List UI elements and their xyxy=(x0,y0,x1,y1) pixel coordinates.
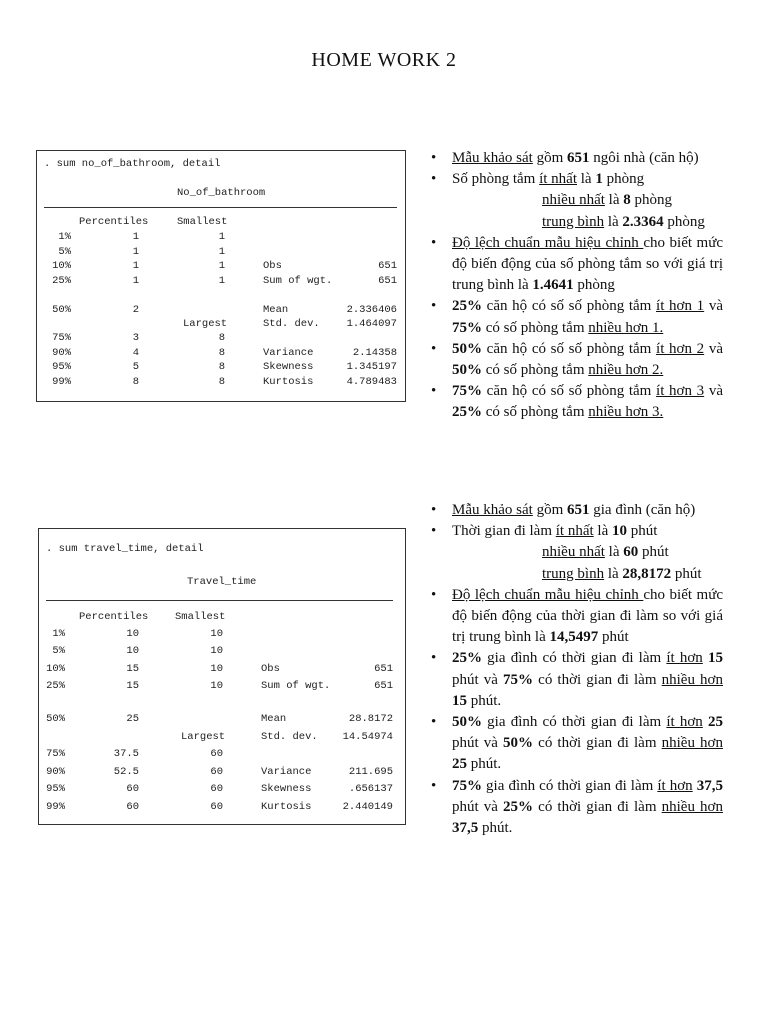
stat-value: 211.695 xyxy=(348,766,393,778)
extreme-value: 8 xyxy=(218,361,225,373)
extreme-value: 10 xyxy=(210,680,223,692)
percentile-value: 1 xyxy=(132,260,139,272)
stat-label: Std. dev. xyxy=(263,318,320,330)
percentile-label: 75% xyxy=(52,332,71,344)
percentile-label: 10% xyxy=(46,663,65,675)
variable-name: No_of_bathroom xyxy=(177,187,266,199)
percentile-label: 25% xyxy=(46,680,65,692)
stat-value: 2.440149 xyxy=(342,801,393,813)
extreme-value: 1 xyxy=(218,231,225,243)
extreme-value: 1 xyxy=(218,260,225,272)
stata-command: . sum travel_time, detail xyxy=(46,543,204,555)
percentile-label: 90% xyxy=(46,766,65,778)
stat-label: Skewness xyxy=(263,361,314,373)
stat-row xyxy=(37,245,405,259)
stat-row xyxy=(37,375,405,389)
stat-row xyxy=(37,360,405,374)
stat-row xyxy=(37,259,405,273)
stat-row xyxy=(39,782,405,796)
stat-label: Variance xyxy=(263,347,314,359)
note-p50: • 50% căn hộ có số số phòng tắm ít hơn 2 và 50% có số phòng tắm nhiều hơn 2. xyxy=(429,339,723,381)
page-title: HOME WORK 2 xyxy=(311,49,457,71)
percentile-value: 10 xyxy=(126,628,139,640)
percentile-value: 15 xyxy=(126,663,139,675)
percentile-label: 95% xyxy=(46,783,65,795)
stat-row xyxy=(39,712,405,726)
stat-row xyxy=(37,274,405,288)
stata-output-bathroom xyxy=(36,150,406,402)
stat-label: Kurtosis xyxy=(261,801,312,813)
note-p25: • 25% gia đình có thời gian đi làm ít hơn 15 phút và 75% có thời gian đi làm nhiều hơn 15 phút. xyxy=(429,648,723,712)
percentile-value: 37.5 xyxy=(113,748,139,760)
stat-row xyxy=(39,644,405,658)
percentile-label: 99% xyxy=(52,376,71,388)
stat-row xyxy=(39,627,405,641)
percentile-value: 10 xyxy=(126,645,139,657)
percentile-value: 60 xyxy=(126,783,139,795)
stat-label: Mean xyxy=(263,304,289,316)
notes-travel-time xyxy=(429,500,723,839)
note-sample: • Mẫu khảo sát gồm 651 ngôi nhà (căn hộ) xyxy=(429,148,723,169)
note-p50: • 50% gia đình có thời gian đi làm ít hơn 25 phút và 50% có thời gian đi làm nhiều hơn 25 phút. xyxy=(429,712,723,776)
header-percentiles: Percentiles xyxy=(79,611,149,623)
header-largest: Largest xyxy=(183,318,228,330)
extreme-value: 1 xyxy=(218,275,225,287)
stat-label: Variance xyxy=(261,766,312,778)
note-sample: • Mẫu khảo sát gồm 651 gia đình (căn hộ) xyxy=(429,500,723,521)
percentile-value: 4 xyxy=(132,347,139,359)
stat-label: Skewness xyxy=(261,783,312,795)
stat-label: Std. dev. xyxy=(261,731,318,743)
variable-name: Travel_time xyxy=(187,576,257,588)
stat-value: 651 xyxy=(374,663,393,675)
stata-command: . sum no_of_bathroom, detail xyxy=(44,158,221,170)
note-std-dev: • Độ lệch chuẩn mẫu hiệu chỉnh cho biết mức độ biến động của thời gian đi làm so với giá trị trung bình là 14,5497 phút xyxy=(429,585,723,649)
stata-output-travel-time xyxy=(38,528,406,825)
note-p25: • 25% căn hộ có số số phòng tắm ít hơn 1 và 75% có số phòng tắm nhiều hơn 1. xyxy=(429,296,723,338)
header-largest: Largest xyxy=(181,731,226,743)
extreme-value: 10 xyxy=(210,663,223,675)
stat-row xyxy=(37,346,405,360)
stat-value: 1.464097 xyxy=(346,318,397,330)
stat-value: 2.336406 xyxy=(346,304,397,316)
stat-value: 651 xyxy=(378,260,397,272)
percentile-value: 1 xyxy=(132,246,139,258)
stat-label: Sum of wgt. xyxy=(261,680,331,692)
stat-value: 651 xyxy=(374,680,393,692)
note-min: • Số phòng tắm ít nhất là 1 phòng nhiều nhất là 8 phòng trung bình là 2.3364 phòng xyxy=(429,169,723,233)
stat-value: 651 xyxy=(378,275,397,287)
percentile-label: 25% xyxy=(52,275,71,287)
percentile-label: 10% xyxy=(52,260,71,272)
percentile-label: 1% xyxy=(52,628,65,640)
extreme-value: 1 xyxy=(218,246,225,258)
percentile-value: 2 xyxy=(132,304,139,316)
percentile-label: 75% xyxy=(46,748,65,760)
stat-row xyxy=(39,765,405,779)
stat-row xyxy=(37,331,405,345)
stat-row xyxy=(37,230,405,244)
notes-bathroom xyxy=(429,148,723,424)
stat-label: Kurtosis xyxy=(263,376,314,388)
divider xyxy=(44,207,397,208)
note-p75: • 75% gia đình có thời gian đi làm ít hơn 37,5 phút và 25% có thời gian đi làm nhiều hơn 37,5 phút. xyxy=(429,776,723,840)
note-std-dev: • Độ lệch chuẩn mẫu hiệu chỉnh cho biết mức độ biến động của số phòng tắm so với giá trị trung bình là 1.4641 phòng xyxy=(429,233,723,297)
percentile-value: 5 xyxy=(132,361,139,373)
header-smallest: Smallest xyxy=(177,216,228,228)
stat-value: 1.345197 xyxy=(346,361,397,373)
percentile-value: 1 xyxy=(132,275,139,287)
extreme-value: 8 xyxy=(218,347,225,359)
stat-label: Obs xyxy=(261,663,280,675)
percentile-label: 1% xyxy=(58,231,71,243)
percentile-label: 50% xyxy=(46,713,65,725)
extreme-value: 8 xyxy=(218,376,225,388)
stat-label: Mean xyxy=(261,713,287,725)
extreme-value: 60 xyxy=(210,801,223,813)
percentile-value: 1 xyxy=(132,231,139,243)
extreme-value: 60 xyxy=(210,748,223,760)
stat-label: Obs xyxy=(263,260,282,272)
stat-row xyxy=(39,662,405,676)
percentile-label: 99% xyxy=(46,801,65,813)
percentile-label: 90% xyxy=(52,347,71,359)
stat-row xyxy=(39,800,405,814)
note-p75: • 75% căn hộ có số số phòng tắm ít hơn 3 và 25% có số phòng tắm nhiều hơn 3. xyxy=(429,381,723,423)
extreme-value: 60 xyxy=(210,783,223,795)
percentile-label: 95% xyxy=(52,361,71,373)
percentile-value: 60 xyxy=(126,801,139,813)
percentile-value: 15 xyxy=(126,680,139,692)
extreme-value: 10 xyxy=(210,645,223,657)
stat-label: Sum of wgt. xyxy=(263,275,333,287)
percentile-value: 8 xyxy=(132,376,139,388)
stat-value: 4.789483 xyxy=(346,376,397,388)
note-min: • Thời gian đi làm ít nhất là 10 phút nhiều nhất là 60 phút trung bình là 28,8172 phút xyxy=(429,521,723,585)
stat-row xyxy=(39,679,405,693)
stat-value: 28.8172 xyxy=(348,713,393,725)
note-max: nhiều nhất là 60 phút xyxy=(542,544,669,561)
extreme-value: 8 xyxy=(218,332,225,344)
extreme-value: 10 xyxy=(210,628,223,640)
stat-value: 14.54974 xyxy=(342,731,393,743)
percentile-label: 5% xyxy=(58,246,71,258)
percentile-value: 25 xyxy=(126,713,139,725)
extreme-value: 60 xyxy=(210,766,223,778)
stat-row xyxy=(37,303,405,317)
stat-value: .656137 xyxy=(348,783,393,795)
percentile-label: 5% xyxy=(52,645,65,657)
note-max: nhiều nhất là 8 phòng xyxy=(542,192,672,209)
percentile-value: 52.5 xyxy=(113,766,139,778)
divider xyxy=(46,600,393,601)
note-mean: trung bình là 28,8172 phút xyxy=(542,565,702,582)
percentile-value: 3 xyxy=(132,332,139,344)
percentile-label: 50% xyxy=(52,304,71,316)
stat-row xyxy=(39,747,405,761)
header-percentiles: Percentiles xyxy=(79,216,149,228)
header-smallest: Smallest xyxy=(175,611,226,623)
stat-value: 2.14358 xyxy=(352,347,397,359)
note-mean: trung bình là 2.3364 phòng xyxy=(542,213,705,230)
